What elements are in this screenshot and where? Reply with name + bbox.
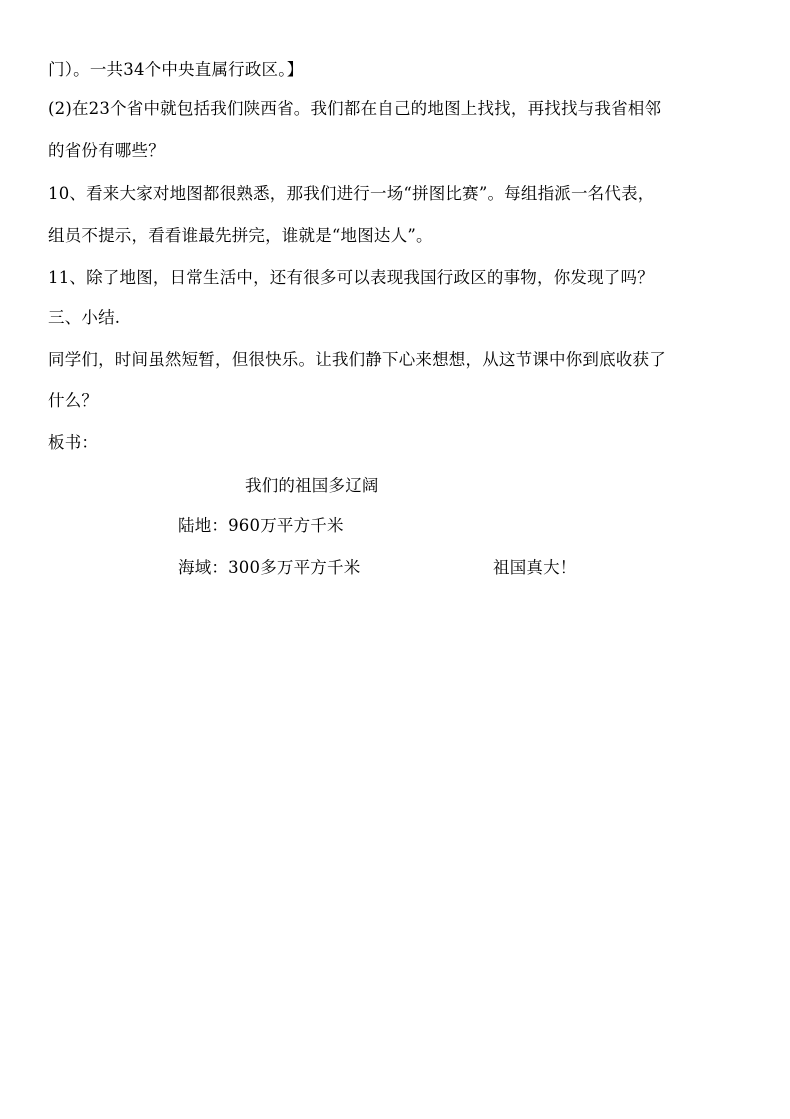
section-heading-summary: 三、小结.	[48, 308, 121, 327]
paragraph-line-4: 10、看来大家对地图都很熟悉，那我们进行一场“拼图比赛”。每组指派一名代表，	[48, 184, 655, 203]
board-land-area: 陆地：960万平方千米	[178, 516, 344, 535]
paragraph-line-2: (2)在23个省中就包括我们陕西省。我们都在自己的地图上找找，再找找与我省相邻	[48, 99, 662, 118]
paragraph-line-8: 什么？	[48, 391, 99, 410]
paragraph-line-1: 门）。一共34个中央直属行政区。】	[48, 60, 304, 79]
paragraph-line-6: 11、除了地图，日常生活中，还有很多可以表现我国行政区的事物，你发现了吗？	[48, 268, 654, 287]
paragraph-line-3: 的省份有哪些？	[48, 141, 165, 160]
paragraph-line-5: 组员不提示，看看谁最先拼完，谁就是“地图达人”。	[48, 226, 433, 245]
board-sea-area: 海域：300多万平方千米	[178, 558, 361, 577]
board-title: 我们的祖国多辽阔	[245, 476, 379, 495]
board-slogan: 祖国真大！	[493, 558, 577, 577]
paragraph-line-7: 同学们，时间虽然短暂，但很快乐。让我们静下心来想想，从这节课中你到底收获了	[48, 350, 666, 369]
board-label: 板书：	[48, 433, 99, 452]
